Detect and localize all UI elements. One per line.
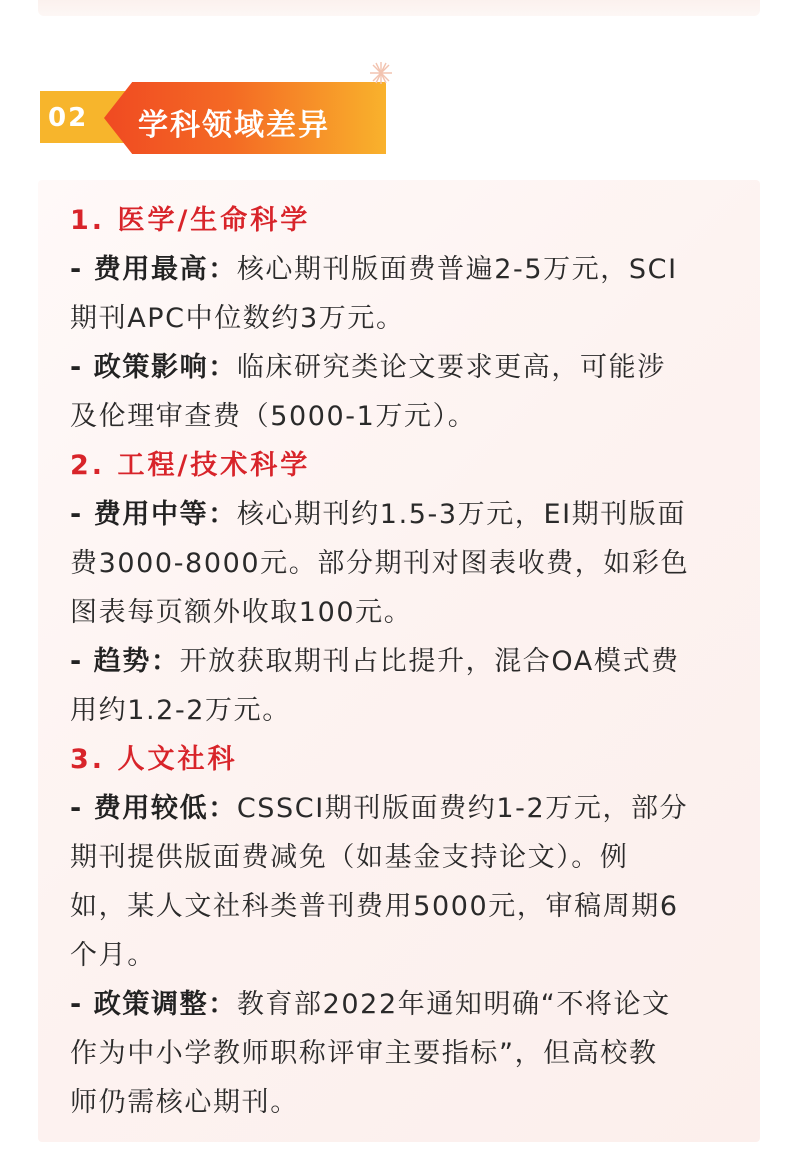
text-line: 如，某人文社科类普刊费用5000元，审稿周期6 xyxy=(70,891,679,922)
text-line: 个月。 xyxy=(70,940,156,971)
text-line: 期刊提供版面费减免（如基金支持论文）。例 xyxy=(70,842,629,873)
item-text: 核心期刊版面费普遍2-5万元，SCI xyxy=(236,254,678,285)
text-line xyxy=(70,980,734,1029)
text-line xyxy=(70,637,734,686)
section-title: 学科领域差异 xyxy=(138,108,330,143)
text-line xyxy=(70,343,734,392)
item-label: - 政策调整： xyxy=(70,989,237,1020)
text-line xyxy=(70,245,734,294)
block-heading: 2. 工程/技术科学 xyxy=(70,450,311,481)
item-text: 开放获取期刊占比提升，混合OA模式费 xyxy=(179,646,680,677)
text-line: 期刊APC中位数约3万元。 xyxy=(70,303,405,334)
text-line: 费3000-8000元。部分期刊对图表收费，如彩色 xyxy=(70,548,690,579)
section-number: 02 xyxy=(48,103,89,133)
item-label: - 趋势： xyxy=(70,646,180,677)
article-body xyxy=(70,196,734,1127)
text-line: 及伦理审查费（5000-1万元）。 xyxy=(70,401,477,432)
text-line: 师仍需核心期刊。 xyxy=(70,1087,299,1118)
top-divider-strip xyxy=(38,0,760,16)
block-heading: 3. 人文社科 xyxy=(70,744,238,775)
text-line: 用约1.2-2万元。 xyxy=(70,695,291,726)
item-label: - 费用较低： xyxy=(70,793,237,824)
text-line: 作为中小学教师职称评审主要指标”，但高校教 xyxy=(70,1038,658,1069)
item-text: CSSCI期刊版面费约1-2万元，部分 xyxy=(236,793,689,824)
item-text: 核心期刊约1.5-3万元，EI期刊版面 xyxy=(236,499,687,530)
item-label: - 费用中等： xyxy=(70,499,237,530)
item-text: 临床研究类论文要求更高，可能涉 xyxy=(236,352,666,383)
item-label: - 政策影响： xyxy=(70,352,237,383)
text-line xyxy=(70,784,734,833)
item-label: - 费用最高： xyxy=(70,254,237,285)
section-header xyxy=(40,82,386,154)
item-text: 教育部2022年通知明确“不将论文 xyxy=(236,989,671,1020)
text-line: 图表每页额外收取100元。 xyxy=(70,597,413,628)
sparkle-icon xyxy=(364,60,398,88)
text-line xyxy=(70,490,734,539)
block-heading: 1. 医学/生命科学 xyxy=(70,205,311,236)
